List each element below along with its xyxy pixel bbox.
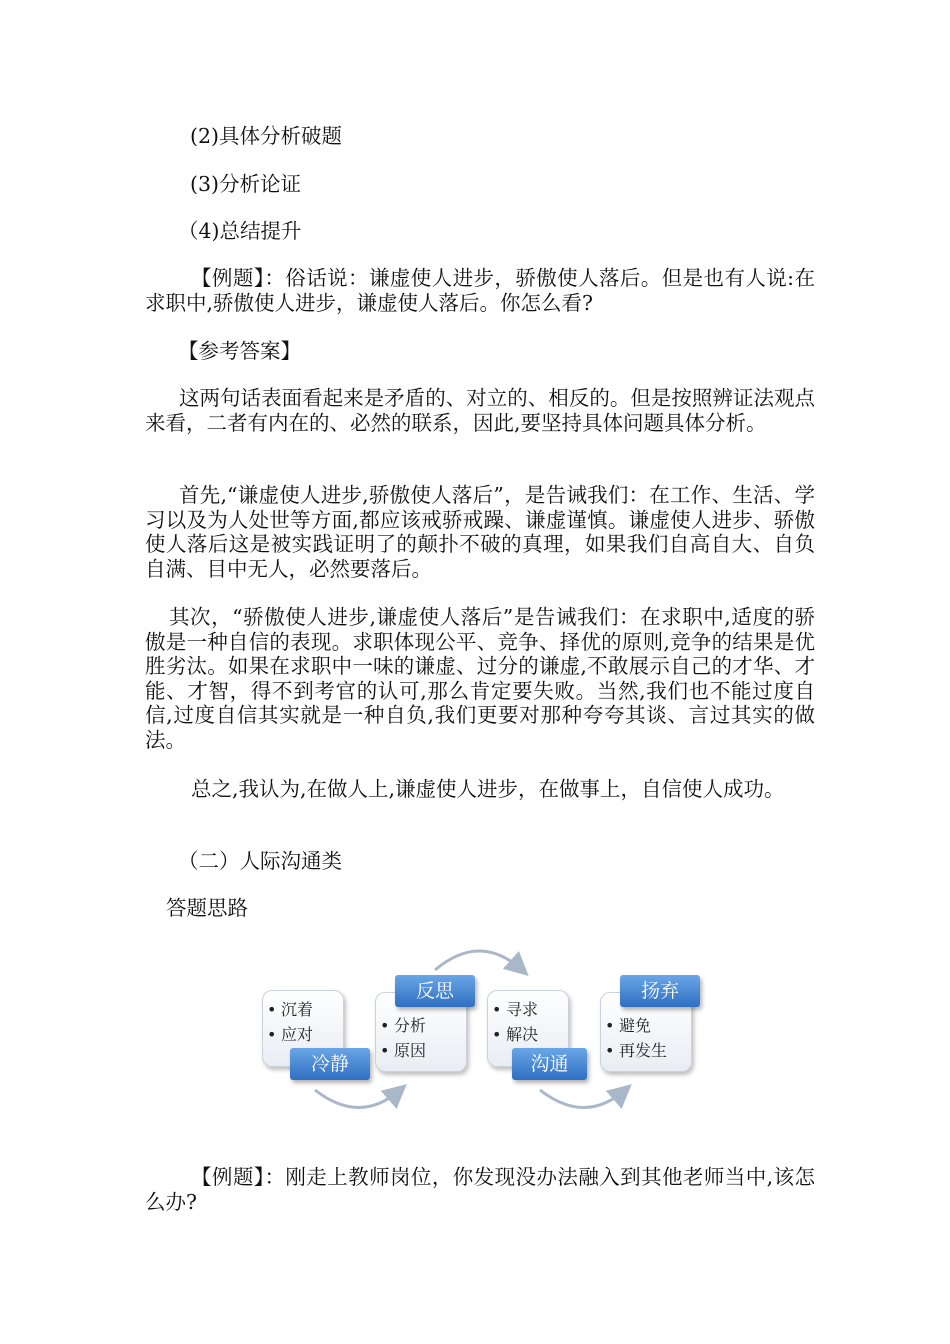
- step-3-item-1: • 寻求: [488, 997, 568, 1022]
- answer-header: 【参考答案】: [178, 339, 301, 363]
- process-diagram: [250, 940, 730, 1120]
- step-2-item-2: • 原因: [376, 1038, 466, 1063]
- step-4-item-1: • 避免: [601, 1013, 691, 1038]
- step-1-item-1: • 沉着: [263, 997, 343, 1022]
- section-heading: （二）人际沟通类: [178, 849, 342, 873]
- paragraph-3: 其次，“骄傲使人进步,谦虚使人落后”是告诫我们：在求职中,适度的骄傲是一种自信的表现。求职体现公平、竞争、择优的原则,竞争的结果是优胜劣汰。如果在求职中一味的谦虚、过分的谦虚,不敢展示自己的才华、才能、才智，得不到考官的认可,那么肯定要失败。当然,我们也不能过度自信,过度自信其实就是一种自负,我们更要对那种夸夸其谈、言过其实的做法。: [145, 605, 815, 752]
- list-line-2: (2)具体分析破题: [190, 124, 343, 148]
- paragraph-4: 总之,我认为,在做人上,谦虚使人进步，在做事上，自信使人成功。: [191, 777, 785, 801]
- step-2-item-1: • 分析: [376, 1013, 466, 1038]
- step-label-2: 反思: [395, 975, 475, 1007]
- list-line-3: (3)分析论证: [190, 172, 302, 196]
- subheading-thinking: 答题思路: [166, 896, 248, 920]
- arrow-3: [540, 1090, 625, 1108]
- step-1-item-2: • 应对: [263, 1022, 343, 1047]
- step-3-item-2: • 解决: [488, 1022, 568, 1047]
- list-line-4: （4)总结提升: [178, 219, 302, 243]
- arrow-1: [315, 1090, 400, 1108]
- step-label-4: 扬弃: [620, 975, 700, 1007]
- step-label-1: 冷静: [290, 1048, 370, 1080]
- step-label-3: 沟通: [512, 1048, 587, 1080]
- step-4-item-2: • 再发生: [601, 1038, 691, 1063]
- arrow-2: [435, 951, 522, 970]
- paragraph-1: 这两句话表面看起来是矛盾的、对立的、相反的。但是按照辨证法观点来看，二者有内在的、必然的联系，因此,要坚持具体问题具体分析。: [145, 386, 815, 435]
- example-question-1: 【例题】：俗话说：谦虚使人进步，骄傲使人落后。但是也有人说:在求职中,骄傲使人进步，谦虚使人落后。你怎么看?: [145, 266, 815, 315]
- example-question-2: 【例题】：刚走上教师岗位，你发现没办法融入到其他老师当中,该怎么办?: [145, 1165, 815, 1214]
- paragraph-2: 首先,“谦虚使人进步,骄傲使人落后”，是告诫我们：在工作、生活、学习以及为人处世等方面,都应该戒骄戒躁、谦虚谨慎。谦虚使人进步、骄傲使人落后这是被实践证明了的颠扑不破的真理，如果我们自高自大、自负自满、目中无人，必然要落后。: [145, 483, 815, 581]
